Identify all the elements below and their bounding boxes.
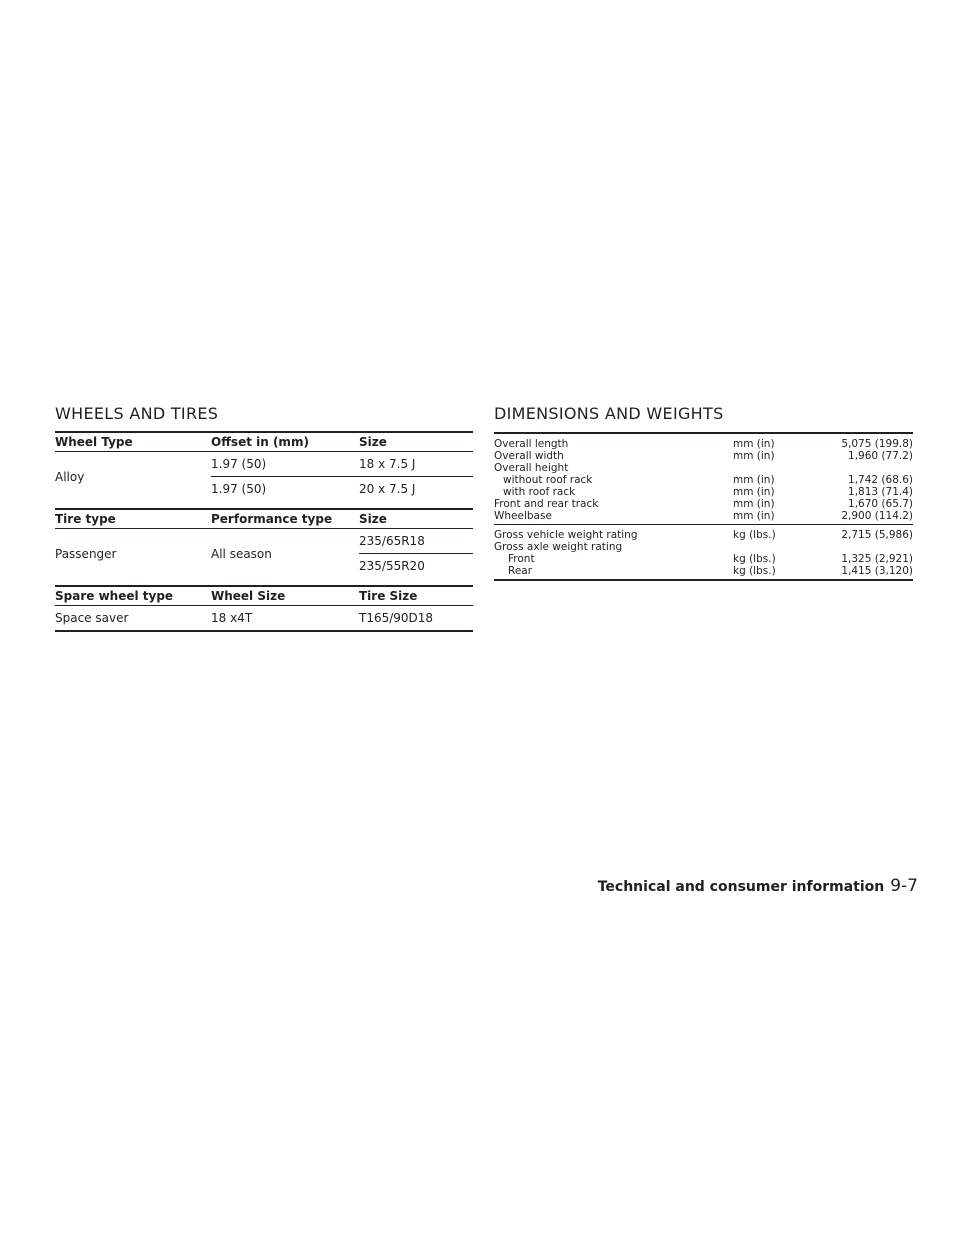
wheel-type-cell: Alloy [55,469,85,484]
dimension-unit [733,462,803,474]
dimension-unit: mm (in) [733,498,775,510]
table-row [55,452,473,477]
spare-wheel-size-cell: 18 x4T [211,611,253,625]
page-number: 9-7 [890,876,918,896]
wheels-tires-table [55,431,473,632]
dimension-unit: mm (in) [733,486,775,498]
tire-size-cell: 235/65R18 [359,534,425,548]
tire-size-cell: 235/55R20 [359,554,473,579]
dimension-label: Overall width [494,450,564,462]
dimension-label: without roof rack [503,474,593,486]
dimension-value: 5,075 (199.8) [841,438,913,450]
wheels-tires-section [55,431,473,632]
list-item [494,541,913,553]
table-row [55,606,473,632]
offset-cell: 1.97 (50) [211,457,267,471]
dimensions-block [494,432,913,524]
wheels-tires-title: WHEELS AND TIRES [55,404,219,423]
dimension-value: 2,900 (114.2) [841,510,913,522]
dimensions-weights-section [494,432,913,581]
column-header: Wheel Type [55,435,133,449]
dimension-label: with roof rack [503,486,576,498]
weight-unit [733,541,803,553]
weight-label: Rear [508,565,533,577]
dimension-label: Wheelbase [494,510,552,522]
column-header: Size [359,512,387,526]
list-item [494,565,913,577]
list-item [494,510,913,522]
dimension-label: Overall length [494,438,569,450]
dimension-unit: mm (in) [733,474,775,486]
spare-table-header [55,586,473,606]
list-item [494,474,913,486]
weight-value: 2,715 (5,986) [841,529,913,541]
dimensions-weights-title: DIMENSIONS AND WEIGHTS [494,404,724,423]
weight-label: Front [508,553,535,565]
weight-value: 1,415 (3,120) [841,565,913,577]
weight-unit: kg (lbs.) [733,553,776,565]
column-header: Tire type [55,512,116,526]
weight-unit: kg (lbs.) [733,529,776,541]
offset-cell: 1.97 (50) [211,477,359,502]
list-item [494,438,913,450]
weight-value [803,541,913,553]
weights-block [494,524,913,581]
dimension-value: 1,813 (71.4) [848,486,913,498]
spare-tire-size-cell: T165/90D18 [359,611,434,625]
column-header: Offset in (mm) [211,435,309,449]
weight-unit: kg (lbs.) [733,565,776,577]
footer-section-title: Technical and consumer information [597,879,885,895]
dimension-label: Overall height [494,462,569,474]
dimension-unit: mm (in) [733,438,775,450]
weight-value: 1,325 (2,921) [841,553,913,565]
list-item [494,529,913,541]
column-header: Spare wheel type [55,589,174,603]
performance-cell: All season [211,546,272,561]
size-cell: 18 x 7.5 J [359,457,416,471]
list-item [494,486,913,498]
list-item [494,462,913,474]
weight-label: Gross axle weight rating [494,541,623,553]
list-item [494,553,913,565]
dimension-unit: mm (in) [733,510,775,522]
column-header: Wheel Size [211,589,286,603]
tire-table-header [55,509,473,529]
dimension-value: 1,742 (68.6) [848,474,913,486]
page-footer [598,876,918,896]
column-header: Size [359,435,387,449]
tire-type-cell: Passenger [55,546,117,561]
wheel-table-header [55,432,473,452]
table-row [55,529,473,554]
dimension-value: 1,670 (65.7) [848,498,913,510]
weight-label: Gross vehicle weight rating [494,529,638,541]
column-header: Performance type [211,512,333,526]
dimension-value: 1,960 (77.2) [848,450,913,462]
dimension-value [803,462,913,474]
column-header: Tire Size [359,589,418,603]
size-cell: 20 x 7.5 J [359,477,473,502]
dimension-label: Front and rear track [494,498,599,510]
list-item [494,450,913,462]
spare-type-cell: Space saver [55,611,129,625]
dimension-unit: mm (in) [733,450,775,462]
list-item [494,498,913,510]
